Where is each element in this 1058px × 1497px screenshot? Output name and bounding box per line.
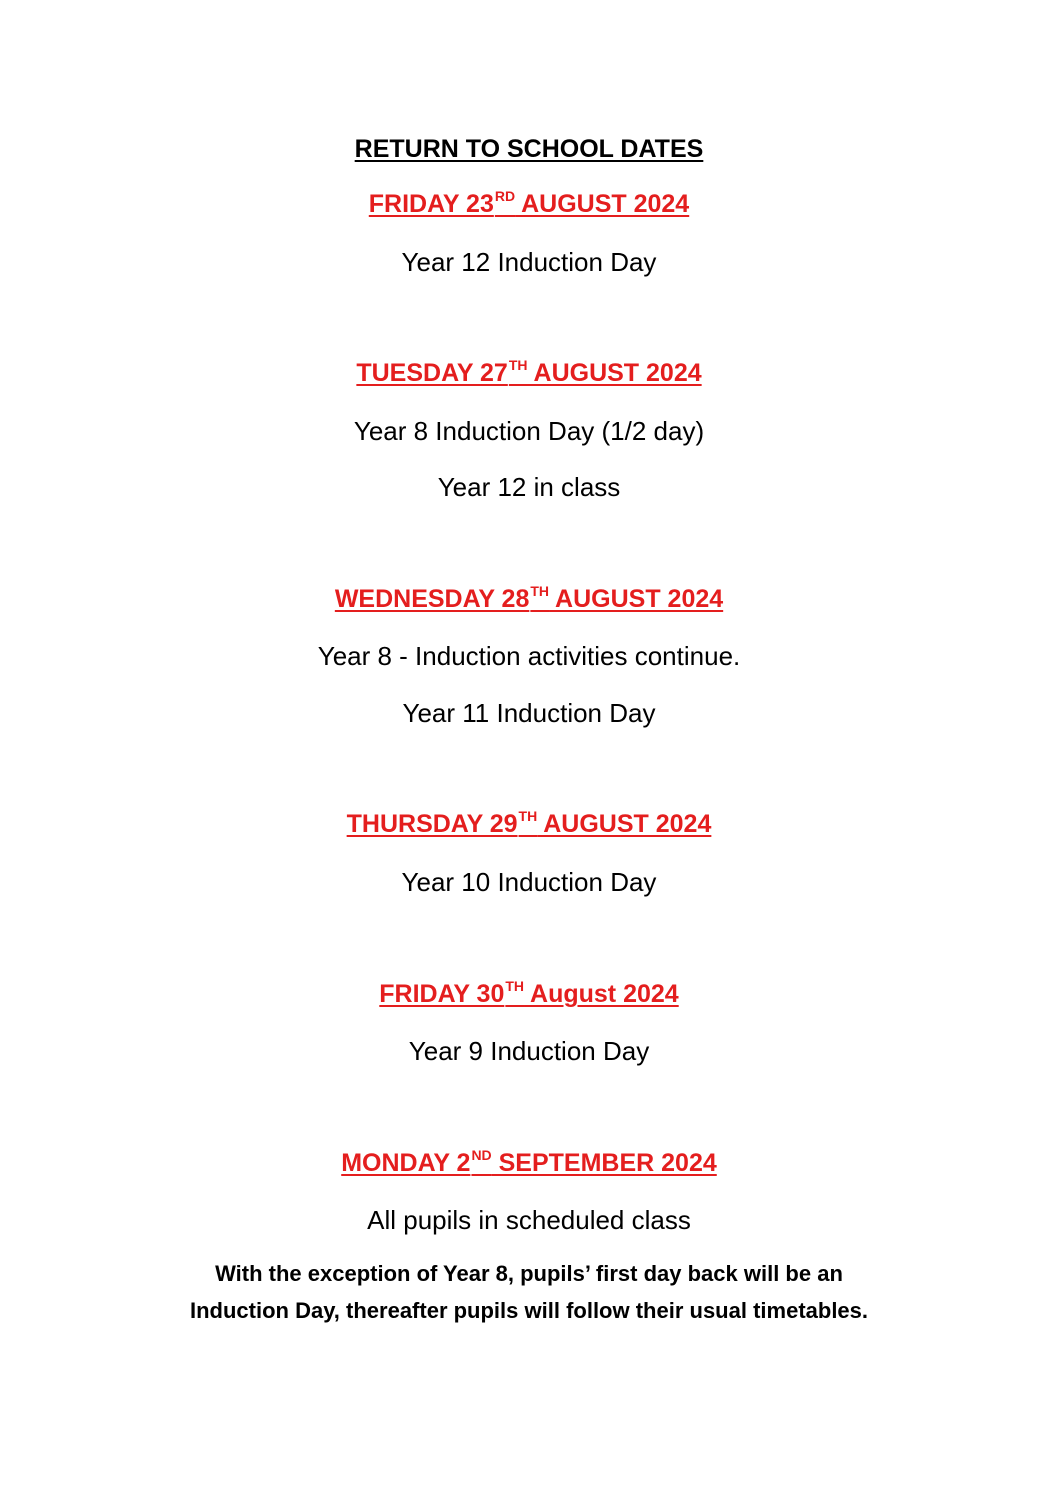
date-heading-tuesday-27 [0, 357, 1058, 387]
date-heading-thursday-29 [0, 808, 1058, 838]
event-line: Year 8 Induction Day (1/2 day) [353, 416, 705, 446]
note-line: With the exception of Year 8, pupils’ first day back will be an [215, 1261, 843, 1286]
date-heading-day: TUESDAY 27 [356, 359, 508, 387]
event-line: Year 8 - Induction activities continue. [317, 641, 741, 671]
event-line: All pupils in scheduled class [367, 1205, 691, 1235]
date-heading-day: FRIDAY 30 [379, 980, 505, 1008]
page-title: RETURN TO SCHOOL DATES [354, 135, 704, 163]
date-heading-ordinal: TH [508, 357, 528, 373]
date-heading-day: WEDNESDAY 28 [334, 585, 530, 613]
date-heading-month-year: August 2024 [524, 980, 679, 1008]
date-heading-ordinal: RD [494, 188, 516, 204]
event-line: Year 12 in class [437, 472, 621, 502]
date-heading-day: FRIDAY 23 [368, 190, 494, 218]
event-line: Year 9 Induction Day [408, 1036, 650, 1066]
date-heading-wednesday-28 [0, 583, 1058, 613]
date-heading-month-year: AUGUST 2024 [549, 585, 724, 613]
date-heading-month-year: AUGUST 2024 [527, 359, 702, 387]
date-heading-monday-2 [0, 1147, 1058, 1177]
date-heading-ordinal: TH [530, 583, 550, 599]
event-line: Year 12 Induction Day [401, 247, 657, 277]
date-heading-ordinal: TH [505, 978, 525, 994]
date-heading-ordinal: ND [471, 1147, 492, 1163]
event-line: Year 11 Induction Day [402, 698, 656, 728]
date-heading-day: MONDAY 2 [341, 1149, 471, 1177]
date-heading-day: THURSDAY 29 [346, 810, 518, 838]
date-heading-ordinal: TH [518, 808, 538, 824]
date-heading-friday-30 [0, 978, 1058, 1008]
date-heading-month-year: AUGUST 2024 [537, 810, 712, 838]
date-heading-month-year: AUGUST 2024 [515, 190, 690, 218]
event-line: Year 10 Induction Day [401, 867, 657, 897]
date-heading-month-year: SEPTEMBER 2024 [491, 1149, 717, 1177]
date-heading-friday-23 [0, 188, 1058, 218]
note-line: Induction Day, thereafter pupils will follow their usual timetables. [189, 1298, 869, 1323]
